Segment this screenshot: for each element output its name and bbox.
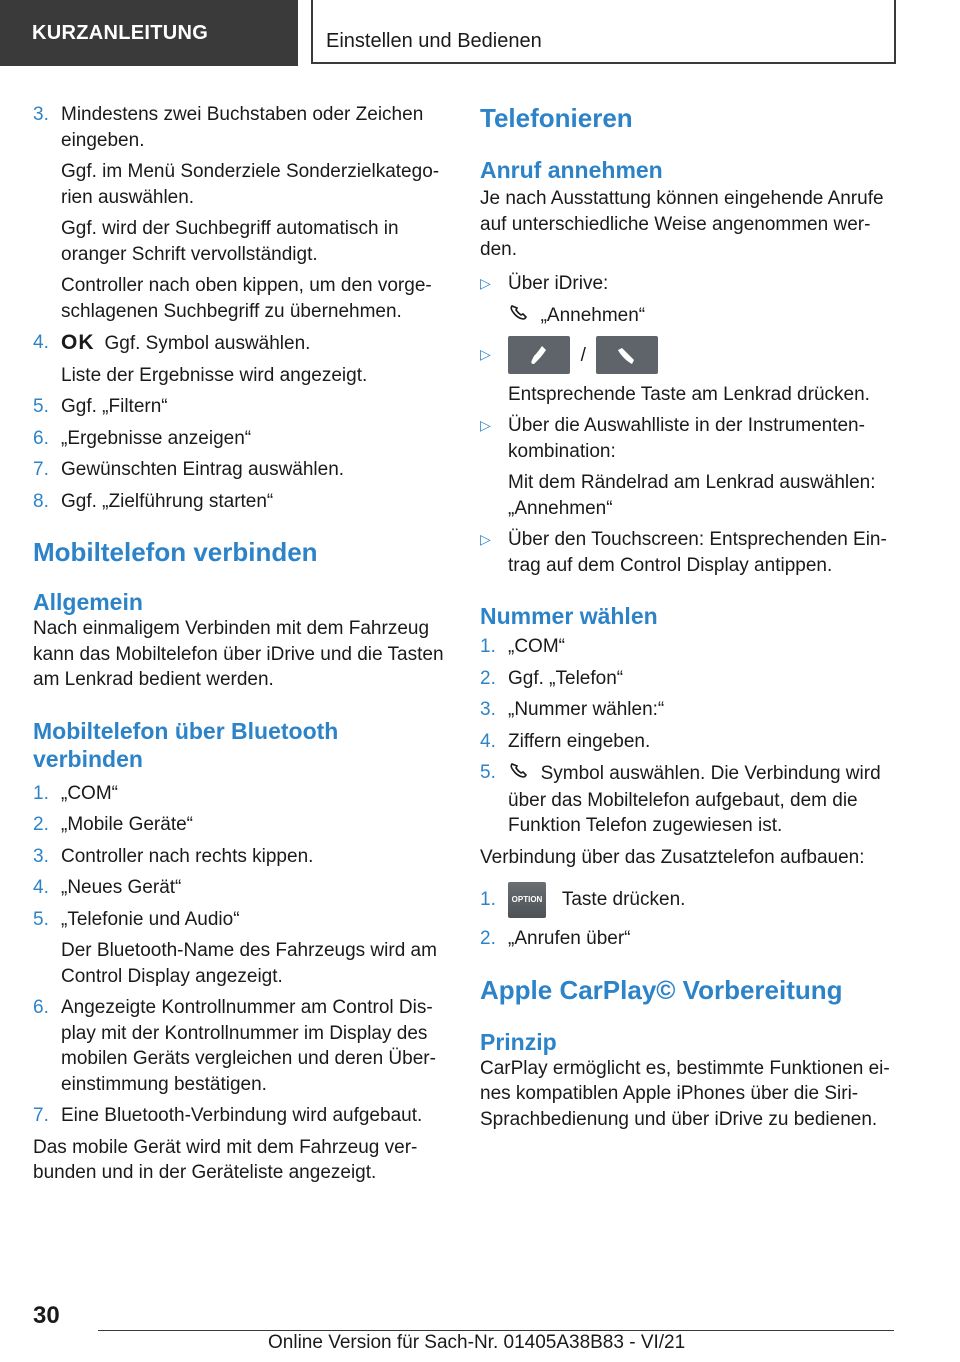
heading-telephony: Telefonieren <box>480 103 633 133</box>
ok-icon: OK <box>61 331 95 354</box>
heading-phone-connect: Mobiltelefon verbinden <box>33 537 318 567</box>
general-text: Nach einmaligem Verbinden mit dem Fahrzeug kann das Mobiltelefon über iDrive und die Tasten am Lenkrad bedient werden. <box>33 618 444 690</box>
left-column <box>33 102 448 1186</box>
principle-text: CarPlay ermöglicht es, bestimmte Funktionen ei-nes kompatiblen Apple iPhones über die Siri-Sprachbedienung und über iDrive zu bedienen. <box>480 1057 890 1130</box>
list-item: 3. Controller nach rechts kippen. <box>33 845 314 867</box>
list-item: ▷ Über iDrive: „Annehmen“ <box>480 271 898 330</box>
phone-hangup-button-icon <box>596 336 658 374</box>
phone-icon <box>508 302 530 330</box>
list-item: 8. Ggf. „Zielführung starten“ <box>33 490 274 512</box>
section-tab: KURZANLEITUNG <box>0 0 298 66</box>
list-item: 7. Eine Bluetooth-Verbindung wird aufgebaut. <box>33 1105 423 1126</box>
heading-bluetooth: Mobiltelefon über Bluetooth verbinden <box>33 717 339 772</box>
triangle-bullet-icon: ▷ <box>480 274 491 291</box>
list-item: 5. Symbol auswählen. Die Verbindung wird über das Mobiltelefon aufgebaut, dem die Funktion Telefon zugewiesen ist. <box>480 762 881 836</box>
triangle-bullet-icon: ▷ <box>480 531 491 547</box>
list-item: ▷ / Entsprechende Taste am Lenkrad drücken. <box>480 336 898 408</box>
answer-text: Je nach Ausstattung können eingehende Anrufe auf unterschiedliche Weise angenommen wer-den. <box>480 188 884 260</box>
triangle-bullet-icon: ▷ <box>480 345 491 362</box>
list-item: ▷ Über den Touchscreen: Entsprechenden Ein-trag auf dem Control Display antippen. <box>480 527 898 578</box>
extra-phone-text: Verbindung über das Zusatztelefon aufbauen: <box>480 846 865 868</box>
list-item: 4. „Neues Gerät“ <box>33 877 182 898</box>
triangle-bullet-icon: ▷ <box>480 417 491 433</box>
heading-carplay: Apple CarPlay© Vorbereitung <box>480 974 843 1005</box>
heading-general: Allgemein <box>33 589 143 615</box>
list-item: 6. „Ergebnisse anzeigen“ <box>33 427 252 449</box>
bt-closing-text: Das mobile Gerät wird mit dem Fahrzeug ver-bunden und in der Geräteliste angezeigt. <box>33 1136 418 1183</box>
list-item: 4. Ziffern eingeben. <box>480 730 651 752</box>
list-item: 1. „COM“ <box>480 636 565 657</box>
list-item: 6. Angezeigte Kontrollnummer am Control Dis-play mit der Kontrollnummer im Display des mobilen Geräts vergleichen und deren Über-einstimmung bestätigen. <box>33 997 436 1095</box>
list-item: 3. „Nummer wählen:“ <box>480 699 665 720</box>
phone-answer-button-icon <box>508 336 570 374</box>
list-item: 7. Gewünschten Eintrag auswählen. <box>33 459 345 480</box>
right-column <box>480 102 898 1132</box>
footer-version: Online Version für Sach-Nr. 01405A38B83 - VI/21 <box>268 1332 686 1353</box>
list-item: 2. „Anrufen über“ <box>480 928 631 949</box>
list-item: 5. „Telefonie und Audio“ Der Bluetooth-Name des Fahrzeugs wird am Control Display angezeigt. <box>33 908 437 987</box>
footer-divider <box>98 1330 894 1331</box>
list-item: ▷ Über die Auswahlliste in der Instrumenten-kombination: Mit dem Rändelrad am Lenkrad auswählen: „Annehmen“ <box>480 413 898 521</box>
list-item: 1. „COM“ <box>33 782 118 804</box>
chapter-title: Einstellen und Bedienen <box>326 30 542 52</box>
heading-answer-call: Anruf annehmen <box>480 157 663 183</box>
list-item: 2. „Mobile Geräte“ <box>33 814 193 835</box>
phone-icon <box>508 760 530 788</box>
list-item: 5. Ggf. „Filtern“ <box>33 396 168 417</box>
page-header <box>0 0 960 66</box>
list-item: 1. OPTION Taste drücken. <box>480 880 898 920</box>
option-button-icon: OPTION <box>508 882 546 918</box>
list-item: 2. Ggf. „Telefon“ <box>480 667 624 689</box>
page-number: 30 <box>33 1302 60 1329</box>
list-item: 4. OK Ggf. Symbol auswählen. Liste der Ergebnisse wird angezeigt. <box>33 331 368 386</box>
heading-dial-number: Nummer wählen <box>480 603 658 629</box>
list-item: 3. Mindestens zwei Buchstaben oder Zeichen eingeben. Ggf. im Menü Sonderziele Sonderzielkatego-rien auswählen. Ggf. wird der Suchbegriff automatisch in oranger Schrift vervollständigt. Controller nach oben kippen, um den vorge-schlagenen Suchbegriff zu übernehmen. <box>33 104 440 322</box>
heading-principle: Prinzip <box>480 1028 557 1055</box>
chapter-title-box <box>311 0 896 64</box>
